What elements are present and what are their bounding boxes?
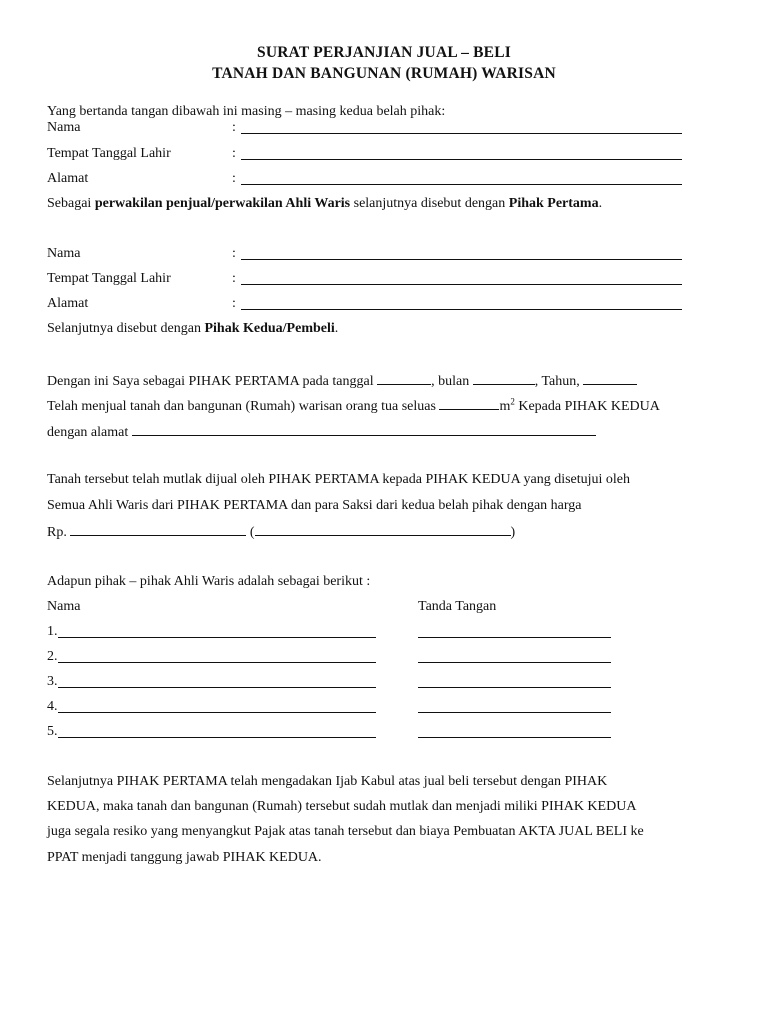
heir-signature-field[interactable] <box>418 712 611 713</box>
p2-nama-label: Nama <box>47 246 81 261</box>
closing-line: KEDUA, maka tanah dan bangunan (Rumah) tersebut sudah mutlak dan menjadi miliki PIHAK KEDUA <box>47 799 637 814</box>
heir-signature-field[interactable] <box>418 737 611 738</box>
p1-alamat-field[interactable] <box>241 184 682 185</box>
heir-number: 3. <box>47 674 58 689</box>
luas-blank[interactable] <box>439 396 499 410</box>
harga-angka-blank[interactable] <box>70 522 246 536</box>
doc-title-line1: SURAT PERJANJIAN JUAL – BELI <box>257 44 511 61</box>
heir-number: 1. <box>47 624 58 639</box>
p2-ttl-field[interactable] <box>241 284 682 285</box>
heir-number: 5. <box>47 724 58 739</box>
p1-alamat-colon: : <box>232 171 236 186</box>
tanggal-blank[interactable] <box>377 371 431 385</box>
pihak-kedua-statement: Selanjutnya disebut dengan Pihak Kedua/Pembeli. <box>47 321 339 336</box>
doc-title-line2: TANAH DAN BANGUNAN (RUMAH) WARISAN <box>212 65 556 82</box>
closing-line: PPAT menjadi tanggung jawab PIHAK KEDUA. <box>47 850 322 865</box>
sale-date-line: Dengan ini Saya sebagai PIHAK PERTAMA pada tanggal , bulan , Tahun, <box>47 371 637 391</box>
p1-ttl-label: Tempat Tanggal Lahir <box>47 146 171 161</box>
sale-address-line: dengan alamat <box>47 422 596 442</box>
p1-ttl-colon: : <box>232 146 236 161</box>
heirs-intro: Adapun pihak – pihak Ahli Waris adalah sebagai berikut : <box>47 574 371 589</box>
heir-number: 2. <box>47 649 58 664</box>
heir-name-field[interactable] <box>58 687 376 688</box>
p2-nama-field[interactable] <box>241 259 682 260</box>
price-text-1: Tanah tersebut telah mutlak dijual oleh PIHAK PERTAMA kepada PIHAK KEDUA yang disetujui oleh <box>47 472 631 487</box>
harga-terbilang-blank[interactable] <box>255 522 511 536</box>
heirs-col-sign: Tanda Tangan <box>418 599 497 614</box>
p1-nama-colon: : <box>232 120 236 135</box>
p1-nama-field[interactable] <box>241 133 682 134</box>
p2-ttl-label: Tempat Tanggal Lahir <box>47 271 171 286</box>
intro-text: Yang bertanda tangan dibawah ini masing – masing kedua belah pihak: <box>47 104 446 119</box>
p2-alamat-label: Alamat <box>47 296 89 311</box>
heir-name-field[interactable] <box>58 637 376 638</box>
price-line: Rp. ( ) <box>47 522 515 542</box>
heir-signature-field[interactable] <box>418 662 611 663</box>
heir-name-field[interactable] <box>58 737 376 738</box>
p2-alamat-colon: : <box>232 296 236 311</box>
heir-name-field[interactable] <box>58 662 376 663</box>
pihak-pertama-statement: Sebagai perwakilan penjual/perwakilan Ahli Waris selanjutnya disebut dengan Pihak Pertama. <box>47 196 603 211</box>
heir-signature-field[interactable] <box>418 687 611 688</box>
p1-nama-label: Nama <box>47 120 81 135</box>
bulan-blank[interactable] <box>473 371 535 385</box>
heir-name-field[interactable] <box>58 712 376 713</box>
sale-area-line: Telah menjual tanah dan bangunan (Rumah) warisan orang tua seluas $m^2$ Kepada PIHAK KEDUA <box>47 396 660 414</box>
p1-alamat-label: Alamat <box>47 171 89 186</box>
p2-ttl-colon: : <box>232 271 236 286</box>
closing-line: Selanjutnya PIHAK PERTAMA telah mengadakan Ijab Kabul atas jual beli tersebut dengan PIHAK <box>47 774 608 789</box>
heir-number: 4. <box>47 699 58 714</box>
closing-line: juga segala resiko yang menyangkut Pajak atas tanah tersebut dan biaya Pembuatan AKTA JUAL BELI ke <box>47 824 644 839</box>
price-text-2: Semua Ahli Waris dari PIHAK PERTAMA dan para Saksi dari kedua belah pihak dengan harga <box>47 498 582 513</box>
heir-signature-field[interactable] <box>418 637 611 638</box>
alamat-blank[interactable] <box>132 422 596 436</box>
heirs-col-name: Nama <box>47 599 81 614</box>
tahun-blank[interactable] <box>583 371 637 385</box>
p2-alamat-field[interactable] <box>241 309 682 310</box>
p2-nama-colon: : <box>232 246 236 261</box>
p1-ttl-field[interactable] <box>241 159 682 160</box>
